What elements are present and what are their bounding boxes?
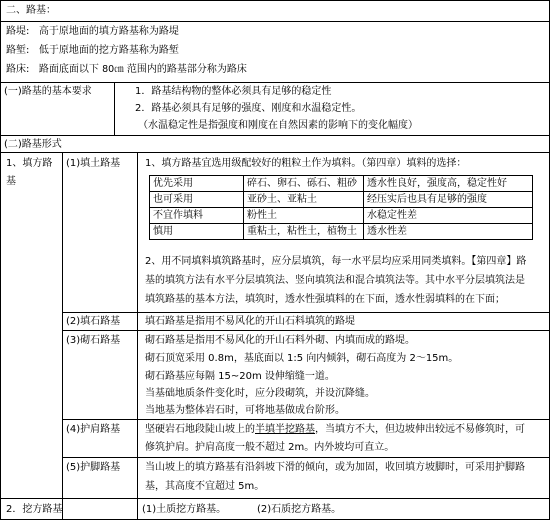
col-divider: [137, 152, 138, 519]
cut-option: (2)石质挖方路基。: [257, 504, 342, 515]
table-cell: 优先采用: [150, 176, 244, 192]
definition-row: [6, 63, 247, 76]
cut-option: (1)土质挖方路基。: [142, 504, 227, 515]
table-cell: 经压实后也具有足够的强度: [364, 192, 533, 208]
type-stone-fill: (2)填石路基: [66, 316, 121, 327]
requirement-item: 2．路基必须具有足够的强度、刚度和水温稳定性。: [135, 103, 362, 114]
row-divider: [62, 312, 549, 313]
table-cell: 不宜作填料: [150, 208, 244, 224]
row-divider: [1, 135, 549, 136]
definition-text: 范围内的路基部分称为路床: [123, 64, 247, 75]
type-earth-fill: (1)填土路基: [66, 158, 121, 169]
table-cell: 水稳定性差: [364, 208, 533, 224]
row-divider: [62, 419, 549, 420]
definition-text: 低于原地面的挖方路基称为路堑: [38, 45, 179, 56]
table-cell: 透水性良好，强度高，稳定性好: [364, 176, 533, 192]
definition-row: [6, 25, 179, 38]
fill-material-table: [149, 175, 533, 240]
col-divider: [114, 82, 115, 135]
table-cell: 透水性差: [364, 224, 533, 240]
table-row: [150, 224, 533, 240]
table-cell: 亚砂土、亚粘土: [244, 192, 364, 208]
table-cell: 也可采用: [150, 192, 244, 208]
masonry-line: 砌石路基应每隔 15~20m 设伸缩缝一道。: [145, 371, 335, 382]
row-divider: [1, 498, 549, 499]
toe-line: 当山坡上的填方路基有沿斜坡下滑的倾向，或为加固，收回填方坡脚时，可采用护脚路: [145, 462, 525, 473]
definition-row: [6, 44, 179, 57]
definition-term: 路床:: [6, 64, 30, 75]
cut-label: 2．挖方路基: [6, 504, 63, 515]
earth-paragraph-line: 填筑路基的基本方法，填筑时，透水性强填料的在下面，透水性弱填料的在下面；: [145, 294, 505, 305]
shoulder-underlined-term: 半填半挖路基: [255, 424, 315, 435]
table-row: [150, 192, 533, 208]
earth-paragraph-line: 2、用不同填料填筑路基时，应分层填筑，每一水平层均应采用同类填料。【第四章】路: [145, 256, 527, 267]
masonry-line: 当地基为整体岩石时，可将地基做成台阶形。: [145, 405, 345, 416]
definition-text: 路面底面以下: [38, 64, 103, 75]
table-cell: 碎石、卵石、砾石、粗砂: [244, 176, 364, 192]
row-divider: [1, 152, 549, 153]
definition-term: 路堤:: [6, 26, 30, 37]
type-shoulder: (4)护肩路基: [66, 424, 121, 435]
definition-unit: 80㎝: [102, 64, 124, 75]
table-row: [150, 176, 533, 192]
fill-label: 1、填方路: [6, 158, 53, 169]
section-title: 二、路基：: [6, 5, 56, 16]
type-toe: (5)护脚路基: [66, 462, 121, 473]
col-divider: [62, 152, 63, 519]
row-divider: [62, 330, 549, 331]
requirements-label: (一)路基的基本要求: [4, 86, 92, 97]
masonry-line: 砌石顶宽采用 0.8m，基底面以 1:5 向内倾斜，砌石高度为 2～15m。: [145, 353, 459, 364]
table-cell: 慎用: [150, 224, 244, 240]
requirement-note: （水温稳定性是指强度和刚度在自然因素的影响下的变化幅度）: [138, 120, 418, 131]
row-divider: [1, 21, 549, 22]
masonry-line: 当基础地质条件变化时，应分段砌筑，并设沉降缝。: [145, 388, 375, 399]
table-row: [150, 208, 533, 224]
shoulder-text: ，当填方不大，但边坡伸出较远不易修筑时，可: [315, 424, 525, 435]
masonry-line: 砌石路基是指用不易风化的开山石料外砌、内填而成的路堤。: [145, 335, 415, 346]
shoulder-line: 修筑护肩。护肩高度一般不超过 2m。内外坡均可直立。: [145, 442, 395, 453]
row-divider: [1, 82, 549, 83]
row-divider: [62, 457, 549, 458]
toe-line: 基，其高度不宜超过 5m。: [145, 481, 265, 492]
earth-paragraph-line: 基的填筑方法有水平分层填筑法、竖向填筑法和混合填筑法等。其中水平分层填筑法是: [145, 275, 525, 286]
stone-fill-text: 填石路基是指用不易风化的开山石料填筑的路堤: [145, 316, 355, 327]
type-masonry: (3)砌石路基: [66, 335, 121, 346]
definition-text: 高于原地面的填方路基称为路堤: [38, 26, 179, 37]
shoulder-line: [145, 423, 525, 436]
table-cell: 重粘土，粘性土，植物土: [244, 224, 364, 240]
table-cell: 粉性土: [244, 208, 364, 224]
earth-intro: 1、填方路基宜选用级配较好的粗粒土作为填料。（第四章）填料的选择：: [145, 158, 467, 169]
forms-label: (二)路基形式: [4, 139, 62, 150]
definition-term: 路堑:: [6, 45, 30, 56]
fill-label: 基: [6, 176, 16, 187]
shoulder-text: 坚硬岩石地段陡山坡上的: [145, 424, 255, 435]
requirement-item: 1．路基结构物的整体必须具有足够的稳定性: [135, 86, 332, 97]
